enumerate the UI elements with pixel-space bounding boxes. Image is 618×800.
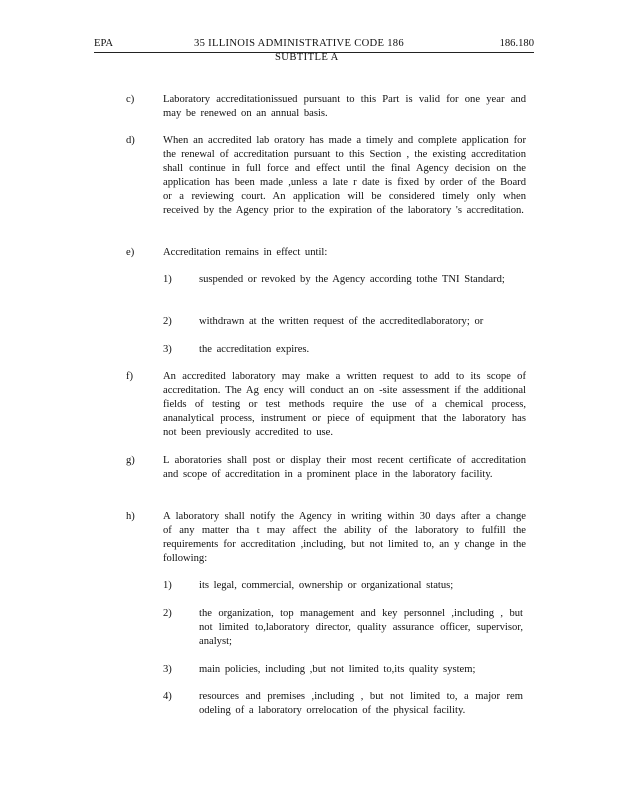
subsection-d (126, 134, 526, 217)
subsection-text: Laboratory accreditationissued pursuant to this Part is valid for one year and may be renewed on an annual basis. (163, 94, 526, 119)
paragraph-label: 3) (163, 664, 172, 675)
paragraph-h-2 (163, 607, 523, 649)
paragraph-e-1 (163, 273, 523, 287)
subsection-label: e) (126, 247, 135, 258)
subsection-text: A laboratory shall notify the Agency in writing within 30 days after a change of any matter tha t may affect the ability of the laboratory to fulfill the requirements for accreditation ,including, but not limited to, an y change in the following: (163, 511, 526, 564)
paragraph-text: the accreditation expires. (199, 344, 310, 355)
paragraph-h-3 (163, 663, 523, 677)
header-code-title: 35 ILLINOIS ADMINISTRATIVE CODE 186 (194, 38, 405, 49)
paragraph-label: 2) (163, 316, 172, 327)
paragraph-e-2 (163, 315, 523, 329)
header-section-number: 186.180 (499, 38, 534, 49)
paragraph-label: 1) (163, 274, 172, 285)
subsection-c (126, 93, 526, 121)
subsection-f (126, 370, 526, 440)
paragraph-text: its legal, commercial, ownership or organizational status; (199, 580, 454, 591)
paragraph-label: 1) (163, 580, 172, 591)
subsection-label: f) (126, 371, 134, 382)
subsection-text: L aboratories shall post or display their most recent certificate of accreditation and scope of accreditation in a prominent place in the laboratory facility. (163, 455, 526, 480)
paragraph-label: 3) (163, 344, 172, 355)
paragraph-h-4 (163, 690, 523, 718)
header-agency: EPA (94, 38, 114, 49)
paragraph-text: suspended or revoked by the Agency according tothe TNI Standard; (199, 274, 505, 285)
paragraph-text: withdrawn at the written request of the accreditedlaboratory; or (199, 316, 484, 327)
paragraph-text: main policies, including ,but not limited to,its quality system; (199, 664, 476, 675)
running-header (94, 38, 534, 53)
subsection-e (126, 246, 526, 260)
header-subtitle: SUBTITLE A (275, 52, 339, 63)
paragraph-e-3 (163, 343, 523, 357)
paragraph-text: resources and premises ,including , but not limited to, a major rem odeling of a laboratory orrelocation of the physical facility. (199, 691, 523, 716)
subsection-text: When an accredited lab oratory has made a timely and complete application for the renewal of accreditation pursuant to this Section , the existing accreditation shall continue in full force and effect until the final Agency decision on the application has been made ,unless a late r date is fixed by order of the Board or a reviewing court. An application will be considered timely only when received by the Agency prior to the expiration of the laboratory 's accreditation. (163, 135, 526, 216)
subsection-text: Accreditation remains in effect until: (163, 247, 328, 258)
paragraph-h-1 (163, 579, 523, 593)
subsection-label: c) (126, 94, 135, 105)
paragraph-label: 4) (163, 691, 172, 702)
paragraph-text: the organization, top management and key personnel ,including , but not limited to,laboratory director, quality assurance officer, supervisor, analyst; (199, 608, 523, 647)
subsection-label: d) (126, 135, 135, 146)
subsection-h (126, 510, 526, 566)
subsection-g (126, 454, 526, 482)
subsection-label: g) (126, 455, 135, 466)
subsection-text: An accredited laboratory may make a written request to add to its scope of accreditation. The Ag ency will conduct an on -site assessment if the additional fields of testing or test methods require the use of a chemical process, ananalytical process, instrument or piece of equipment that the laboratory has not been previously accredited to use. (163, 371, 526, 438)
subsection-label: h) (126, 511, 135, 522)
paragraph-label: 2) (163, 608, 172, 619)
